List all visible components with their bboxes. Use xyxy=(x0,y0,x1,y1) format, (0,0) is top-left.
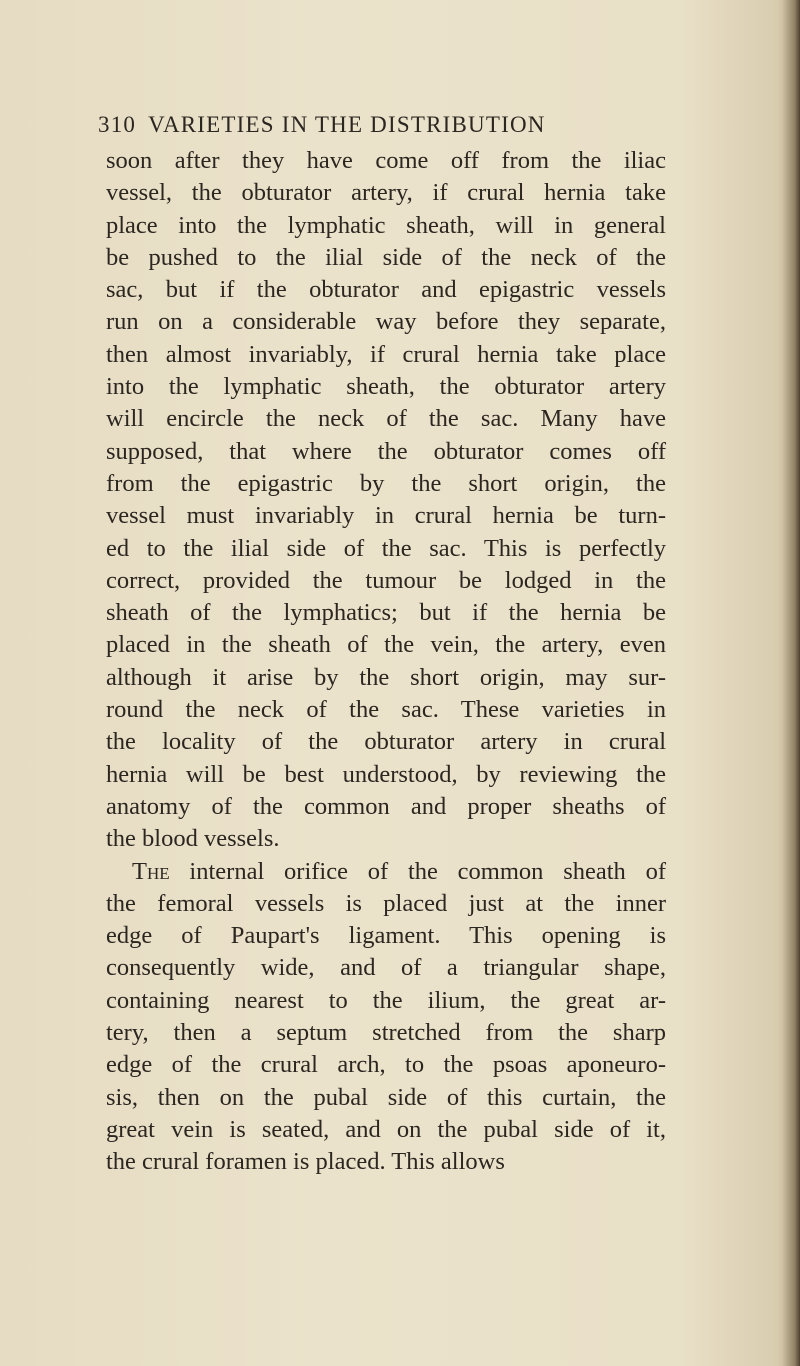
paragraph-1 xyxy=(106,145,666,856)
text-line: run on a considerable way before they separate, xyxy=(106,308,666,336)
running-title: VARIETIES IN THE DISTRIBUTION xyxy=(148,112,546,137)
text-line: edge of the crural arch, to the psoas aponeuro- xyxy=(106,1051,666,1079)
text-line: then almost invariably, if crural hernia take place xyxy=(106,340,666,368)
text-line: edge of Paupart's ligament. This opening is xyxy=(106,922,666,950)
text-line: anatomy of the common and proper sheaths of xyxy=(106,792,666,820)
text-line: tery, then a septum stretched from the sharp xyxy=(106,1019,666,1047)
paragraph-2 xyxy=(106,856,666,1179)
text-line: sac, but if the obturator and epigastric vessels xyxy=(106,276,666,304)
text-line: placed in the sheath of the vein, the artery, even xyxy=(106,631,666,659)
text-line: consequently wide, and of a triangular shape, xyxy=(106,954,666,982)
text-line: the locality of the obturator artery in crural xyxy=(106,728,666,756)
text-line: containing nearest to the ilium, the great ar- xyxy=(106,986,666,1014)
text-line: be pushed to the ilial side of the neck of the xyxy=(106,243,666,271)
text-line: correct, provided the tumour be lodged in the xyxy=(106,566,666,594)
page-edge-shadow xyxy=(782,0,800,1366)
body-text xyxy=(106,145,666,1179)
lead-word: The xyxy=(132,857,170,885)
text-line: soon after they have come off from the iliac xyxy=(106,147,666,174)
text-line: round the neck of the sac. These varieties in xyxy=(106,696,666,724)
text-line: vessel, the obturator artery, if crural hernia take xyxy=(106,179,666,207)
text-line: ed to the ilial side of the sac. This is perfectly xyxy=(106,534,666,562)
text-line: sheath of the lymphatics; but if the hernia be xyxy=(106,599,666,627)
text-line: the femoral vessels is placed just at the inner xyxy=(106,889,666,917)
first-line-rest: internal orifice of the common sheath of xyxy=(169,857,666,885)
text-line: will encircle the neck of the sac. Many have xyxy=(106,405,666,433)
text-line: into the lymphatic sheath, the obturator artery xyxy=(106,373,666,401)
text-line: great vein is seated, and on the pubal side of it, xyxy=(106,1115,666,1143)
text-line: sis, then on the pubal side of this curtain, the xyxy=(106,1083,666,1111)
text-line: place into the lymphatic sheath, will in general xyxy=(106,211,666,239)
text-line: supposed, that where the obturator comes off xyxy=(106,437,666,465)
text-line: vessel must invariably in crural hernia be turn- xyxy=(106,502,666,530)
page-number: 310 xyxy=(98,112,137,137)
text-line: the crural foramen is placed. This allows xyxy=(106,1148,505,1176)
text-line: hernia will be best understood, by reviewing the xyxy=(106,760,666,788)
text-line: from the epigastric by the short origin, the xyxy=(106,469,666,497)
text-line: the blood vessels. xyxy=(106,825,280,853)
text-line xyxy=(106,856,666,888)
text-line: although it arise by the short origin, may sur- xyxy=(106,663,666,691)
running-head xyxy=(98,112,718,138)
